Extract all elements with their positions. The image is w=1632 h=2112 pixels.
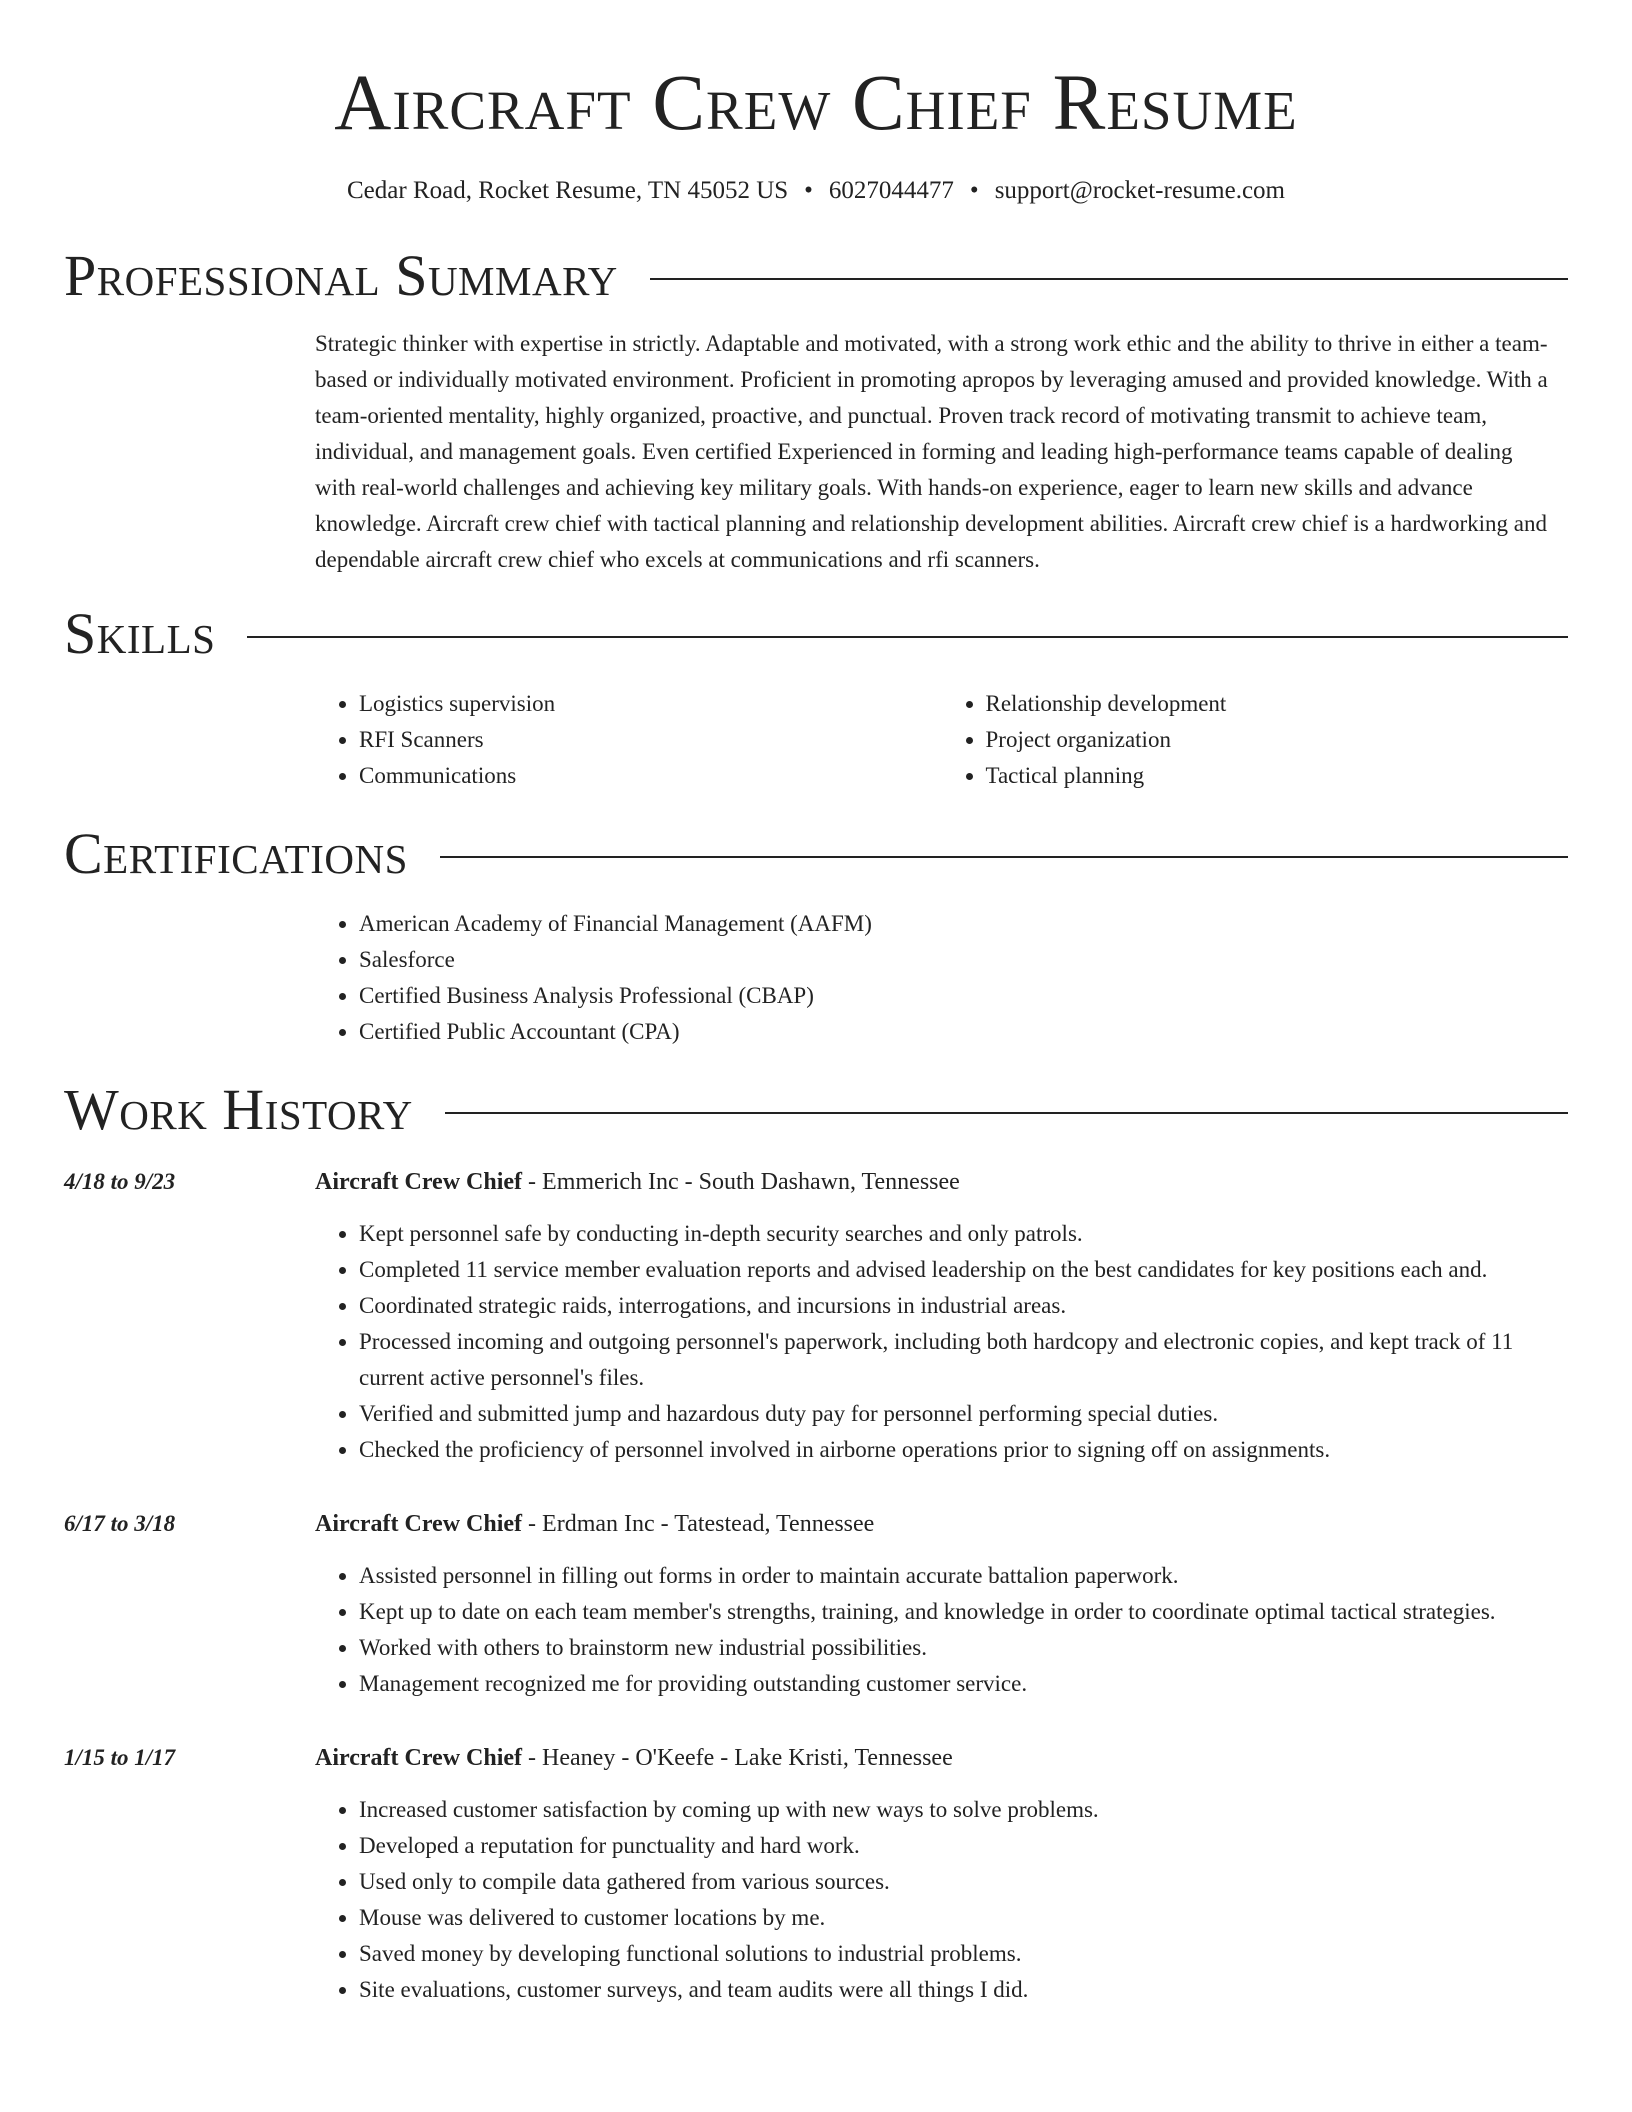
certification-item: • American Academy of Financial Management (AAFM) — [359, 906, 1568, 942]
contact-separator: • — [969, 177, 979, 204]
skills-section-header — [64, 602, 1568, 666]
job-duty-item: • Checked the proficiency of personnel involved in airborne operations prior to signing off on assignments. — [359, 1432, 1568, 1468]
job-dates: 1/15 to 1/17 — [64, 1745, 176, 1770]
skills-list — [315, 686, 1568, 794]
job-duty-item: • Used only to compile data gathered from various sources. — [359, 1864, 1568, 1900]
section-divider — [445, 1112, 1568, 1114]
skill-item: • Relationship development — [986, 686, 1569, 722]
job-duty-item: • Developed a reputation for punctuality and hard work. — [359, 1828, 1568, 1864]
skill-item: • RFI Scanners — [359, 722, 942, 758]
job-duty-item: • Assisted personnel in filling out forms in order to maintain accurate battalion paperwork. — [359, 1558, 1568, 1594]
contact-phone: 6027044477 — [828, 177, 954, 204]
job-duty-item: • Kept personnel safe by conducting in-depth security searches and only patrols. — [359, 1216, 1568, 1252]
section-divider — [650, 278, 1568, 280]
job-duty-item: • Coordinated strategic raids, interrogations, and incursions in industrial areas. — [359, 1288, 1568, 1324]
skill-item: • Communications — [359, 758, 942, 794]
certification-item: • Salesforce — [359, 942, 1568, 978]
job-title: Aircraft Crew Chief — [315, 1511, 523, 1537]
summary-text: Strategic thinker with expertise in strictly. Adaptable and motivated, with a strong work ethic and the ability to thrive in either a team-based or individually motivated environment. Proficient in promoting apropos by leveraging amused and provided knowledge. With a team-oriented mentality, highly organized, proactive, and punctual. Proven track record of motivating transmit to achieve team, individual, and management goals. Even certified Experienced in forming and leading high-performance teams capable of dealing with real-world challenges and achieving key military goals. With hands-on experience, eager to learn new skills and advance knowledge. Aircraft crew chief with tactical planning and relationship development abilities. Aircraft crew chief is a hardworking and dependable aircraft crew chief who excels at communications and rfi scanners. — [315, 331, 1548, 572]
job-duty-item: • Worked with others to brainstorm new industrial possibilities. — [359, 1630, 1568, 1666]
skill-item: • Project organization — [986, 722, 1569, 758]
resume-title: Aircraft Crew Chief Resume — [334, 60, 1298, 147]
skills-column-left — [315, 686, 942, 794]
job-dates: 6/17 to 3/18 — [64, 1511, 176, 1536]
job-title-line — [315, 1740, 1568, 1776]
contact-email: support@rocket-resume.com — [994, 177, 1285, 204]
job-employer: - Emmerich Inc - South Dashawn, Tennessee — [522, 1169, 960, 1195]
summary-section-header — [64, 244, 1568, 308]
certifications-section-header — [64, 822, 1568, 886]
certifications-list — [315, 906, 1568, 1050]
resume-page — [64, 0, 1568, 2008]
contact-line — [64, 176, 1568, 206]
skill-item: • Logistics supervision — [359, 686, 942, 722]
job-duty-item: • Management recognized me for providing outstanding customer service. — [359, 1666, 1568, 1702]
job-duty-item: • Site evaluations, customer surveys, and team audits were all things I did. — [359, 1972, 1568, 2008]
job-dates: 4/18 to 9/23 — [64, 1169, 176, 1194]
certifications-heading: Certifications — [64, 821, 408, 886]
job-duty-item: • Verified and submitted jump and hazardous duty pay for personnel performing special duties. — [359, 1396, 1568, 1432]
contact-separator: • — [804, 177, 813, 204]
job-duty-item: • Completed 11 service member evaluation reports and advised leadership on the best candidates for key positions each and. — [359, 1252, 1568, 1288]
work-history-heading: Work History — [64, 1077, 413, 1142]
skills-column-right — [942, 686, 1569, 794]
job-employer: - Heaney - O'Keefe - Lake Kristi, Tennessee — [522, 1745, 953, 1771]
contact-address: Cedar Road, Rocket Resume, TN 45052 US — [347, 177, 789, 204]
job-duty-item: • Processed incoming and outgoing personnel's paperwork, including both hardcopy and electronic copies, and kept track of 11 current active personnel's files. — [359, 1324, 1568, 1396]
job-duty-item: • Saved money by developing functional solutions to industrial problems. — [359, 1936, 1568, 1972]
job-duty-item: • Kept up to date on each team member's strengths, training, and knowledge in order to coordinate optimal tactical strategies. — [359, 1594, 1568, 1630]
skill-item: • Tactical planning — [986, 758, 1569, 794]
job-employer: - Erdman Inc - Tatestead, Tennessee — [522, 1511, 875, 1537]
job-title: Aircraft Crew Chief — [315, 1169, 523, 1195]
section-divider — [247, 636, 1568, 638]
job-title-line — [315, 1506, 1568, 1542]
certification-item: • Certified Business Analysis Professional (CBAP) — [359, 978, 1568, 1014]
job-entry — [64, 1740, 1568, 2008]
work-history-section-header — [64, 1078, 1568, 1142]
job-duty-item: • Mouse was delivered to customer locations by me. — [359, 1900, 1568, 1936]
job-duty-item: • Increased customer satisfaction by coming up with new ways to solve problems. — [359, 1792, 1568, 1828]
job-duties — [315, 1558, 1568, 1702]
job-entry — [64, 1164, 1568, 1468]
certification-item: • Certified Public Accountant (CPA) — [359, 1014, 1568, 1050]
job-title: Aircraft Crew Chief — [315, 1745, 523, 1771]
section-divider — [440, 856, 1568, 858]
job-duties — [315, 1216, 1568, 1468]
summary-heading: Professional Summary — [64, 243, 618, 308]
job-entry — [64, 1506, 1568, 1702]
job-duties — [315, 1792, 1568, 2008]
job-title-line — [315, 1164, 1568, 1200]
skills-heading: Skills — [64, 601, 216, 666]
